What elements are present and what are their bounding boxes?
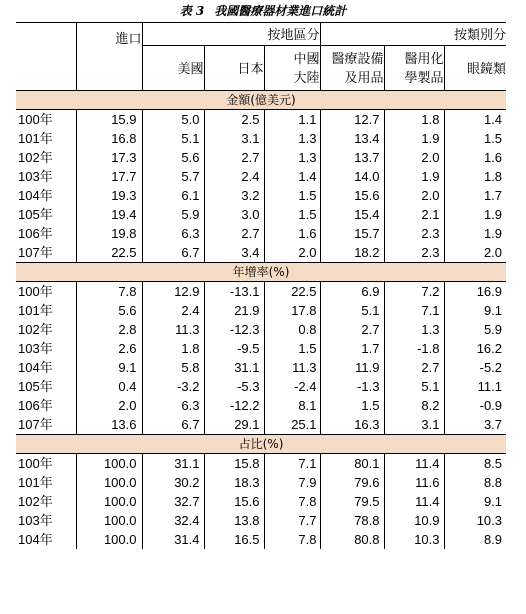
row-year: 102年 <box>18 150 53 165</box>
row-year: 104年 <box>18 360 53 375</box>
table-row <box>16 473 506 492</box>
table-cell: 11.4 <box>384 492 444 511</box>
table-cell: 15.8 <box>204 454 264 474</box>
table-row <box>16 454 506 474</box>
table-cell: -3.2 <box>142 377 204 396</box>
table-cell: 15.9 <box>76 110 142 130</box>
table-cell: 1.9 <box>384 129 444 148</box>
table-row <box>16 377 506 396</box>
row-year: 104年 <box>18 188 53 203</box>
table-row <box>16 224 506 243</box>
table-cell: 5.8 <box>142 358 204 377</box>
table-cell: 80.1 <box>320 454 384 474</box>
table-cell: 18.3 <box>204 473 264 492</box>
table-cell: 80.8 <box>320 530 384 549</box>
import-statistics-table <box>16 22 506 549</box>
row-year: 105年 <box>18 379 53 394</box>
table-cell: 2.3 <box>384 243 444 263</box>
table-cell: 2.8 <box>76 320 142 339</box>
table-cell: 3.4 <box>204 243 264 263</box>
table-body <box>16 91 506 550</box>
table-cell: 2.1 <box>384 205 444 224</box>
table-cell: 79.6 <box>320 473 384 492</box>
section-title: 金額(億美元) <box>16 91 506 110</box>
table-cell: 16.8 <box>76 129 142 148</box>
table-cell: 1.5 <box>264 186 320 205</box>
table-cell: 6.1 <box>142 186 204 205</box>
table-cell: 3.1 <box>204 129 264 148</box>
table-cell: 5.6 <box>76 301 142 320</box>
table-cell: 10.3 <box>444 511 506 530</box>
table-cell: 1.1 <box>264 110 320 130</box>
table-row <box>16 243 506 263</box>
row-year: 102年 <box>18 322 53 337</box>
table-cell: 11.9 <box>320 358 384 377</box>
table-row <box>16 358 506 377</box>
table-cell: 5.1 <box>320 301 384 320</box>
table-cell: 5.1 <box>142 129 204 148</box>
row-year: 106年 <box>18 398 53 413</box>
section-title: 占比(%) <box>16 435 506 454</box>
table-cell: 2.3 <box>384 224 444 243</box>
table-cell: 7.1 <box>384 301 444 320</box>
table-cell: 9.1 <box>76 358 142 377</box>
table-cell: 19.8 <box>76 224 142 243</box>
table-cell: 100.0 <box>76 492 142 511</box>
table-row <box>16 339 506 358</box>
table-cell: 1.3 <box>264 129 320 148</box>
table-cell: 17.3 <box>76 148 142 167</box>
table-cell: 1.7 <box>320 339 384 358</box>
row-year: 101年 <box>18 475 53 490</box>
table-cell: 32.7 <box>142 492 204 511</box>
table-cell: 8.5 <box>444 454 506 474</box>
table-cell: 2.5 <box>204 110 264 130</box>
table-cell: 8.2 <box>384 396 444 415</box>
table-cell: 7.2 <box>384 282 444 302</box>
table-cell: 7.8 <box>264 492 320 511</box>
header-import: 進口 <box>76 23 142 91</box>
table-cell: 25.1 <box>264 415 320 435</box>
table-cell: 10.3 <box>384 530 444 549</box>
table-cell: 16.2 <box>444 339 506 358</box>
table-cell: 100.0 <box>76 530 142 549</box>
row-year: 103年 <box>18 169 53 184</box>
header-col-equipment: 醫療設備 及用品 <box>320 46 384 91</box>
table-cell: 100.0 <box>76 511 142 530</box>
table-cell: 15.4 <box>320 205 384 224</box>
row-year: 101年 <box>18 303 53 318</box>
table-cell: -1.3 <box>320 377 384 396</box>
table-cell: 6.9 <box>320 282 384 302</box>
table-row <box>16 492 506 511</box>
table-row <box>16 148 506 167</box>
table-row <box>16 186 506 205</box>
table-cell: 22.5 <box>76 243 142 263</box>
table-cell: 2.0 <box>76 396 142 415</box>
table-cell: 6.7 <box>142 415 204 435</box>
table-cell: 1.8 <box>444 167 506 186</box>
table-row <box>16 282 506 302</box>
table-cell: 79.5 <box>320 492 384 511</box>
table-cell: 78.8 <box>320 511 384 530</box>
table-cell: 3.7 <box>444 415 506 435</box>
table-cell: 6.7 <box>142 243 204 263</box>
table-cell: 32.4 <box>142 511 204 530</box>
table-cell: -1.8 <box>384 339 444 358</box>
table-caption: 我國醫療器材業進口統計 <box>214 4 347 18</box>
table-row <box>16 415 506 435</box>
table-cell: 16.3 <box>320 415 384 435</box>
table-row <box>16 205 506 224</box>
table-cell: -0.9 <box>444 396 506 415</box>
table-cell: 15.6 <box>320 186 384 205</box>
row-year: 100年 <box>18 456 53 471</box>
row-year: 104年 <box>18 532 53 547</box>
table-cell: 5.0 <box>142 110 204 130</box>
table-row <box>16 110 506 130</box>
table-cell: 30.2 <box>142 473 204 492</box>
table-title <box>0 2 526 20</box>
table-cell: 17.8 <box>264 301 320 320</box>
table-cell: 2.0 <box>444 243 506 263</box>
table-cell: 2.4 <box>142 301 204 320</box>
table-cell: 19.4 <box>76 205 142 224</box>
table-cell: 2.0 <box>264 243 320 263</box>
row-year: 100年 <box>18 112 53 127</box>
table-cell: 8.1 <box>264 396 320 415</box>
table-cell: 5.1 <box>384 377 444 396</box>
table-cell: 1.5 <box>264 339 320 358</box>
table-cell: 19.3 <box>76 186 142 205</box>
table-cell: 2.0 <box>384 186 444 205</box>
table-cell: 11.1 <box>444 377 506 396</box>
table-cell: 1.6 <box>444 148 506 167</box>
table-cell: 6.3 <box>142 396 204 415</box>
table-cell: 13.7 <box>320 148 384 167</box>
table-cell: 2.7 <box>320 320 384 339</box>
table-cell: 1.4 <box>444 110 506 130</box>
table-cell: 17.7 <box>76 167 142 186</box>
table-cell: 1.5 <box>444 129 506 148</box>
section-title: 年增率(%) <box>16 263 506 282</box>
table-cell: 1.7 <box>444 186 506 205</box>
row-year: 102年 <box>18 494 53 509</box>
table-cell: 2.4 <box>204 167 264 186</box>
row-year: 103年 <box>18 341 53 356</box>
table-cell: 1.9 <box>384 167 444 186</box>
table-cell: 100.0 <box>76 473 142 492</box>
table-cell: 13.4 <box>320 129 384 148</box>
table-cell: 6.3 <box>142 224 204 243</box>
table-cell: 8.9 <box>444 530 506 549</box>
table-row <box>16 530 506 549</box>
table-cell: 3.2 <box>204 186 264 205</box>
header-group-type: 按類別分 <box>320 23 506 46</box>
table-cell: 1.5 <box>320 396 384 415</box>
table-cell: 16.5 <box>204 530 264 549</box>
table-cell: 7.9 <box>264 473 320 492</box>
section-header <box>16 263 506 282</box>
table-cell: -5.3 <box>204 377 264 396</box>
table-cell: 9.1 <box>444 301 506 320</box>
table-cell: 1.5 <box>264 205 320 224</box>
table-cell: 15.7 <box>320 224 384 243</box>
row-year: 100年 <box>18 284 53 299</box>
header-corner <box>16 23 76 91</box>
section-header <box>16 435 506 454</box>
table-cell: 31.1 <box>204 358 264 377</box>
table-cell: 2.0 <box>384 148 444 167</box>
table-cell: 1.6 <box>264 224 320 243</box>
table-cell: 12.7 <box>320 110 384 130</box>
table-cell: 3.1 <box>384 415 444 435</box>
table-cell: 1.8 <box>142 339 204 358</box>
table-cell: 5.9 <box>444 320 506 339</box>
table-cell: 0.4 <box>76 377 142 396</box>
table-row <box>16 396 506 415</box>
row-year: 107年 <box>18 245 53 260</box>
table-cell: 11.3 <box>264 358 320 377</box>
table-cell: 22.5 <box>264 282 320 302</box>
table-cell: 7.8 <box>76 282 142 302</box>
table-cell: 13.6 <box>76 415 142 435</box>
table-cell: 1.3 <box>384 320 444 339</box>
table-cell: 2.7 <box>204 224 264 243</box>
table-cell: 11.6 <box>384 473 444 492</box>
table-row <box>16 129 506 148</box>
table-cell: 8.8 <box>444 473 506 492</box>
table-cell: 18.2 <box>320 243 384 263</box>
table-cell: 7.7 <box>264 511 320 530</box>
table-row <box>16 320 506 339</box>
row-year: 106年 <box>18 226 53 241</box>
header-row-1 <box>16 23 506 46</box>
table-cell: 16.9 <box>444 282 506 302</box>
row-year: 105年 <box>18 207 53 222</box>
table-cell: -5.2 <box>444 358 506 377</box>
header-group-region: 按地區分 <box>142 23 320 46</box>
table-cell: 21.9 <box>204 301 264 320</box>
row-year: 101年 <box>18 131 53 146</box>
table-cell: -9.5 <box>204 339 264 358</box>
table-cell: 29.1 <box>204 415 264 435</box>
table-row <box>16 511 506 530</box>
table-cell: 100.0 <box>76 454 142 474</box>
table-cell: 5.7 <box>142 167 204 186</box>
table-cell: -13.1 <box>204 282 264 302</box>
table-cell: 5.9 <box>142 205 204 224</box>
table-cell: 1.9 <box>444 205 506 224</box>
table-cell: -2.4 <box>264 377 320 396</box>
table-cell: 1.8 <box>384 110 444 130</box>
table-cell: -12.3 <box>204 320 264 339</box>
table-cell: -12.2 <box>204 396 264 415</box>
table-cell: 3.0 <box>204 205 264 224</box>
header-col-usa: 美國 <box>142 46 204 91</box>
table-number: 表 3 <box>179 4 205 18</box>
table-cell: 5.6 <box>142 148 204 167</box>
header-col-japan: 日本 <box>204 46 264 91</box>
row-year: 103年 <box>18 513 53 528</box>
table-cell: 13.8 <box>204 511 264 530</box>
table-cell: 14.0 <box>320 167 384 186</box>
table-cell: 9.1 <box>444 492 506 511</box>
table-cell: 11.3 <box>142 320 204 339</box>
table-cell: 15.6 <box>204 492 264 511</box>
table-row <box>16 301 506 320</box>
header-col-chemical: 醫用化 學製品 <box>384 46 444 91</box>
table-cell: 7.8 <box>264 530 320 549</box>
table-cell: 2.7 <box>204 148 264 167</box>
table-cell: 11.4 <box>384 454 444 474</box>
table-cell: 1.4 <box>264 167 320 186</box>
table-cell: 2.6 <box>76 339 142 358</box>
header-col-optical: 眼鏡類 <box>444 46 506 91</box>
table-cell: 31.4 <box>142 530 204 549</box>
table-cell: 7.1 <box>264 454 320 474</box>
row-year: 107年 <box>18 417 53 432</box>
section-header <box>16 91 506 110</box>
table-cell: 1.9 <box>444 224 506 243</box>
table-row <box>16 167 506 186</box>
table-cell: 2.7 <box>384 358 444 377</box>
table-cell: 10.9 <box>384 511 444 530</box>
table-cell: 31.1 <box>142 454 204 474</box>
table-cell: 0.8 <box>264 320 320 339</box>
table-cell: 12.9 <box>142 282 204 302</box>
header-col-china: 中國 大陸 <box>264 46 320 91</box>
table-cell: 1.3 <box>264 148 320 167</box>
